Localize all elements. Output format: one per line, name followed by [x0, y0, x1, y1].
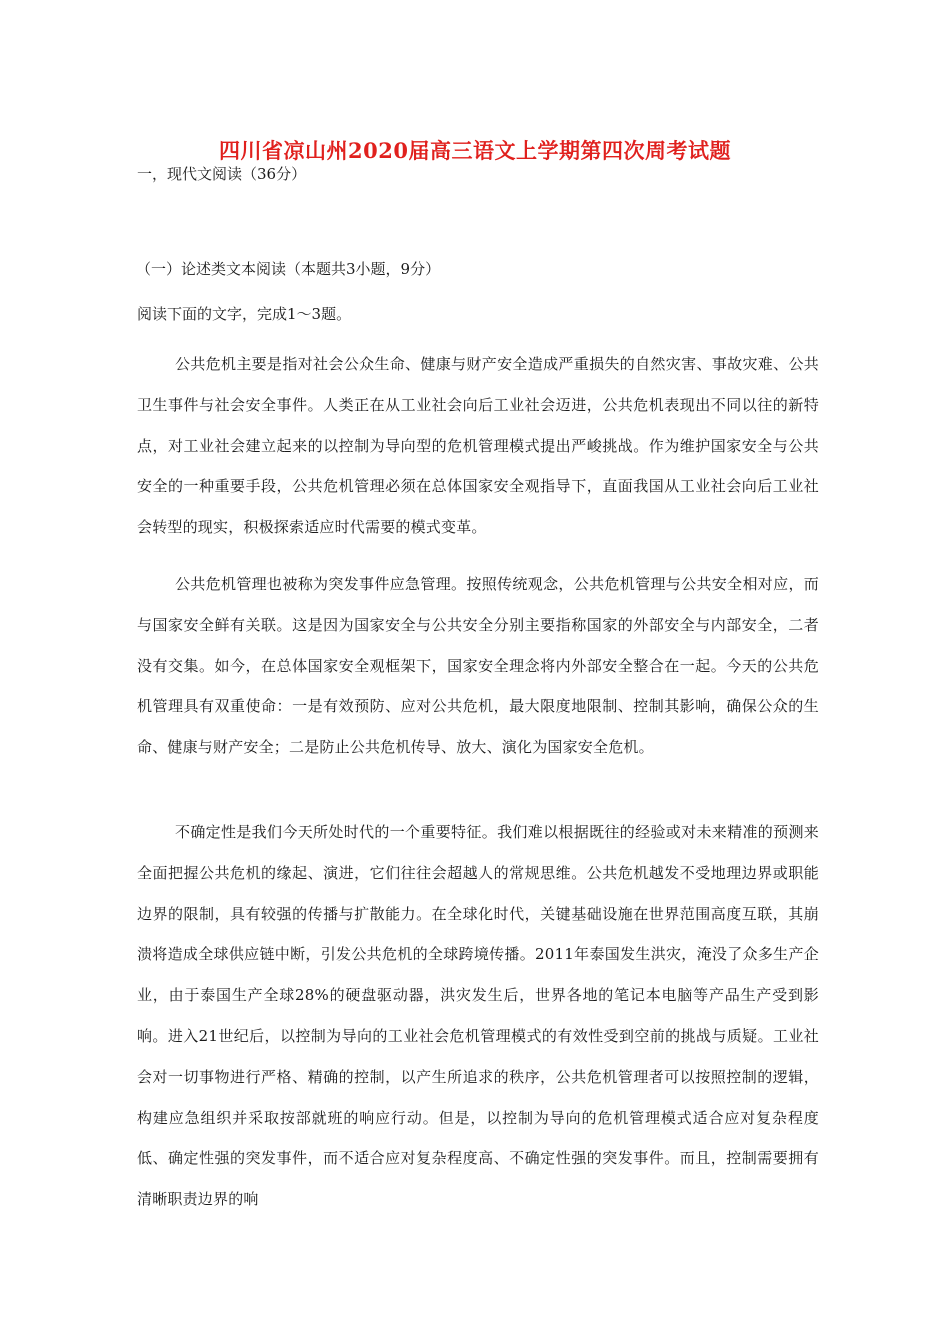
- paragraph-3: 不确定性是我们今天所处时代的一个重要特征。我们难以根据既往的经验或对未来精准的预测来全面把握公共危机的缘起、演进，它们往往会超越人的常规思维。公共危机越发不受地理边界或职能边界的限制，具有较强的传播与扩散能力。在全球化时代，关键基础设施在世界范围高度互联，其崩溃将造成全球供应链中断，引发公共危机的全球跨境传播。2011年泰国发生洪灾，淹没了众多生产企业，由于泰国生产全球28%的硬盘驱动器，洪灾发生后，世界各地的笔记本电脑等产品生产受到影响。进入21世纪后，以控制为导向的工业社会危机管理模式的有效性受到空前的挑战与质疑。工业社会对一切事物进行严格、精确的控制，以产生所追求的秩序，公共危机管理者可以按照控制的逻辑，构建应急组织并采取按部就班的响应行动。但是，以控制为导向的危机管理模式适合应对复杂程度低、确定性强的突发事件，而不适合应对复杂程度高、不确定性强的突发事件。而且，控制需要拥有清晰职责边界的响: [137, 823, 819, 1209]
- paragraph-1: 公共危机主要是指对社会公众生命、健康与财产安全造成严重损失的自然灾害、事故灾难、公共卫生事件与社会安全事件。人类正在从工业社会向后工业社会迈进，公共危机表现出不同以往的新特点，对工业社会建立起来的以控制为导向型的危机管理模式提出严峻挑战。作为维护国家安全与公共安全的一种重要手段，公共危机管理必须在总体国家安全观指导下，直面我国从工业社会向后工业社会转型的现实，积极探索适应时代需要的模式变革。: [137, 355, 819, 537]
- document-title: 四川省凉山州2020届高三语文上学期第四次周考试题: [219, 138, 731, 164]
- subsection-heading: （一）论述类文本阅读（本题共3小题，9分）: [136, 260, 441, 278]
- paragraph-2: 公共危机管理也被称为突发事件应急管理。按照传统观念，公共危机管理与公共安全相对应，而与国家安全鲜有关联。这是因为国家安全与公共安全分别主要指称国家的外部安全与内部安全，二者没有交集。如今，在总体国家安全观框架下，国家安全理念将内外部安全整合在一起。今天的公共危机管理具有双重使命：一是有效预防、应对公共危机，最大限度地限制、控制其影响，确保公众的生命、健康与财产安全；二是防止公共危机传导、放大、演化为国家安全危机。: [137, 575, 819, 757]
- section-heading: 一，现代文阅读（36分）: [137, 165, 307, 183]
- reading-instruction: 阅读下面的文字，完成1～3题。: [137, 305, 352, 323]
